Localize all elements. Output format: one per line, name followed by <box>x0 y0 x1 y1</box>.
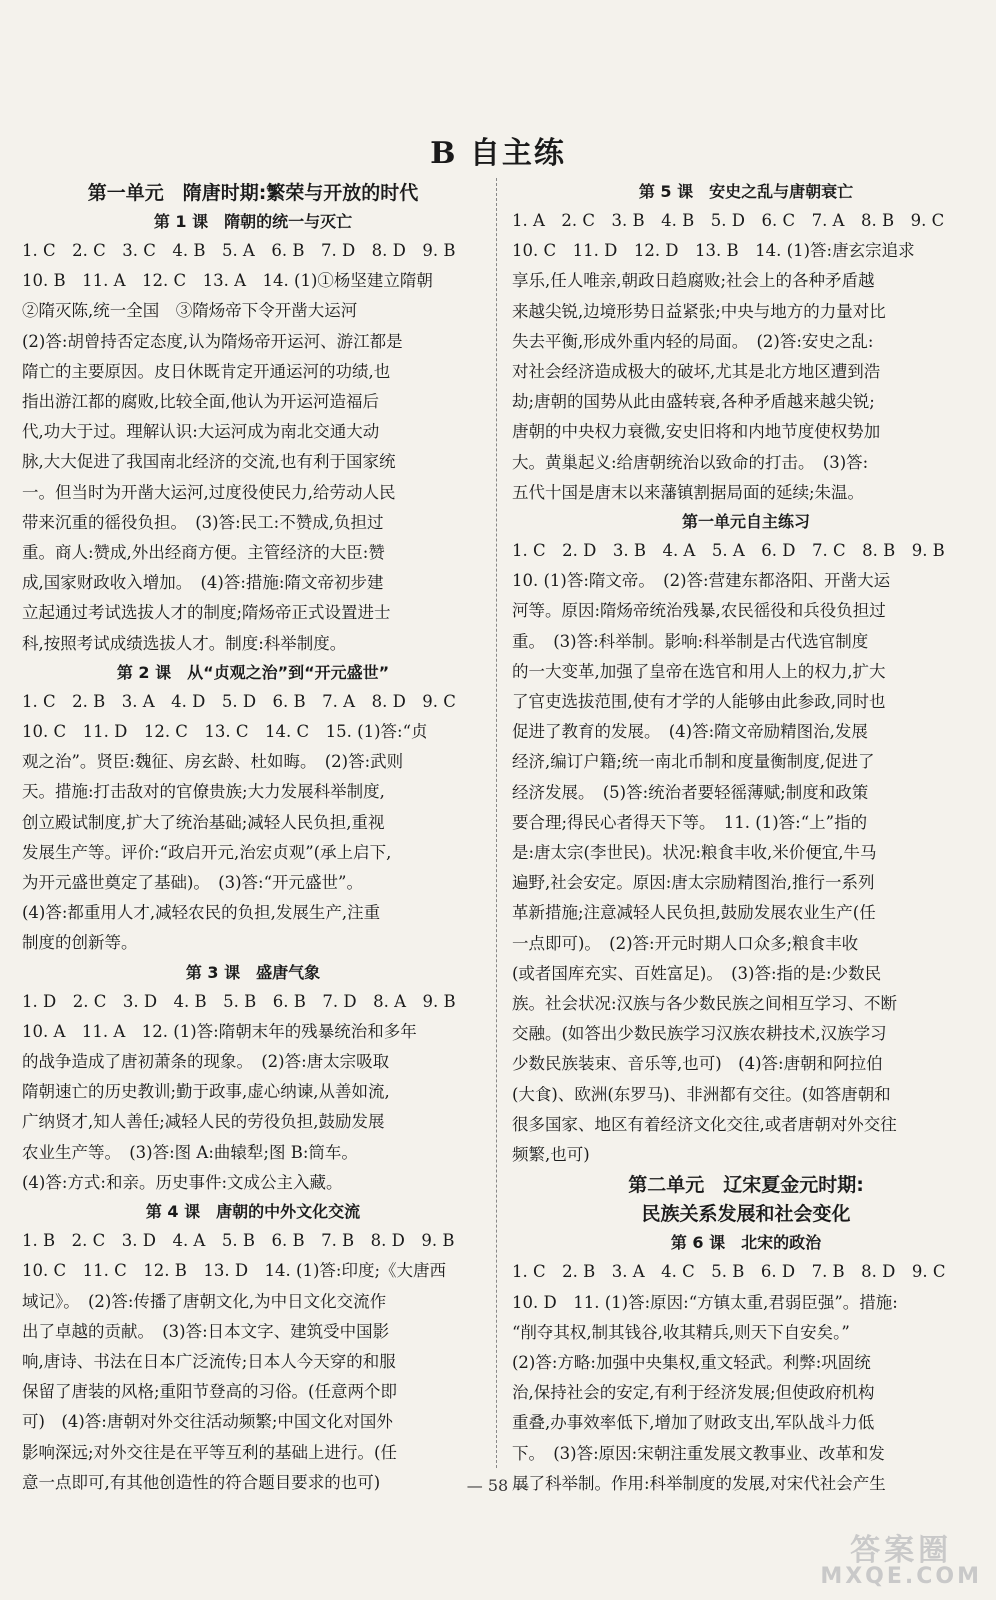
answer-line: 1. D 2. C 3. D 4. B 5. B 6. B 7. D 8. A 9. B <box>22 991 456 1011</box>
answer-line: 1. A 2. C 3. B 4. B 5. D 6. C 7. A 8. B 9. C <box>512 211 945 230</box>
answer-line: 促进了教育的发展。 (4)答:隋文帝励精图治,发展 <box>512 722 868 742</box>
answer-line: (2)答:方略:加强中央集权,重文轻武。利弊:巩固统 <box>512 1352 871 1372</box>
answer-line: 很多国家、地区有着经济文化交往,或者唐朝对外交往 <box>512 1114 897 1134</box>
answer-line: 五代十国是唐末以来藩镇割据局面的延续;朱温。 <box>512 482 865 502</box>
answer-line: 制度的创新等。 <box>22 933 138 953</box>
answer-line: “削夺其权,制其钱谷,收其精兵,则天下自安矣。” <box>512 1322 850 1342</box>
answer-line: 唐朝的中央权力衰微,安史旧将和内地节度使权势加 <box>512 422 881 442</box>
answer-line: (4)答:都重用人才,减轻农民的负担,发展生产,注重 <box>22 903 381 923</box>
answer-line: 一点即可)。 (2)答:开元时期人口众多;粮食丰收 <box>512 933 859 953</box>
answer-line: 革新措施;注意减轻人民负担,鼓励发展农业生产(任 <box>512 903 876 923</box>
answer-line: 为开元盛世奠定了基础)。 (3)答:“开元盛世”。 <box>22 873 363 893</box>
lesson-heading: 第 3 课 盛唐气象 <box>185 962 321 982</box>
lesson-heading: 第 1 课 隋朝的统一与灭亡 <box>153 212 353 231</box>
answer-line: 交融。(如答出少数民族学习汉族农耕技术,汉族学习 <box>512 1024 887 1044</box>
answer-line: 意一点即可,有其他创造性的符合题目要求的也可) <box>22 1472 381 1492</box>
answer-line: (或者国库充实、百姓富足)。 (3)答:指的是:少数民 <box>512 963 882 983</box>
watermark-top: 答案圈 <box>850 1533 953 1568</box>
unit-heading: 第二单元 辽宋夏金元时期: <box>628 1174 864 1197</box>
answer-line: 了官吏选拔范围,使有才学的人能够由此参政,同时也 <box>512 692 886 712</box>
right-column <box>512 178 980 1499</box>
answer-line: 展了科举制。作用:科举制度的发展,对宋代社会产生 <box>512 1473 886 1493</box>
answer-line: 保留了唐装的风格;重阳节登高的习俗。(任意两个即 <box>22 1382 397 1402</box>
answer-line: 10. C 11. D 12. D 13. B 14. (1)答:唐玄宗追求 <box>512 241 915 261</box>
answer-line: 遍野,社会安定。原因:唐太宗励精图治,推行一系列 <box>512 873 875 893</box>
answer-line: 天。措施:打击敌对的官僚贵族;大力发展科举制度, <box>22 782 385 802</box>
answer-line: 科,按照考试成绩选拔人才。制度:科举制度。 <box>22 633 347 653</box>
answer-line: 指出游江都的腐败,比较全面,他认为开运河造福后 <box>22 392 379 412</box>
page-number: — 58 — <box>466 1476 530 1495</box>
answer-line: 少数民族装束、音乐等,也可) (4)答:唐朝和阿拉伯 <box>512 1054 883 1074</box>
answer-line: 代,功大于过。理解认识:大运河成为南北交通大动 <box>22 422 380 442</box>
answer-line: 域记》。 (2)答:传播了唐朝文化,为中日文化交流作 <box>22 1291 387 1311</box>
lesson-heading: 第一单元自主练习 <box>681 512 810 532</box>
answer-line: 10. A 11. A 12. (1)答:隋朝末年的残暴统治和多年 <box>22 1021 417 1041</box>
answer-line: 1. C 2. B 3. A 4. D 5. D 6. B 7. A 8. D 9. C <box>22 691 456 711</box>
answer-line: 隋朝速亡的历史教训;勤于政事,虚心纳谏,从善如流, <box>22 1082 390 1102</box>
answer-line: 经济发展。 (5)答:统治者要轻徭薄赋;制度和政策 <box>512 782 869 802</box>
watermark-logo <box>820 1533 982 1589</box>
answer-line: 河等。原因:隋炀帝统治残暴,农民徭役和兵役负担过 <box>512 601 886 621</box>
answer-line: 农业生产等。 (3)答:图 A:曲辕犁;图 B:筒车。 <box>22 1142 358 1162</box>
answer-line: 是:唐太宗(李世民)。状况:粮食丰收,米价便宜,牛马 <box>512 843 877 863</box>
answer-line: (大食)、欧洲(东罗马)、非洲都有交往。(如答唐朝和 <box>512 1084 891 1104</box>
unit-heading: 民族关系发展和社会变化 <box>641 1203 851 1226</box>
answer-line: 脉,大大促进了我国南北经济的交流,也有利于国家统 <box>22 452 396 472</box>
lesson-heading: 第 5 课 安史之乱与唐朝衰亡 <box>638 182 854 201</box>
answer-line: 响,唐诗、书法在日本广泛流传;日本人今天穿的和服 <box>22 1351 396 1371</box>
answer-line: 可) (4)答:唐朝对外交往活动频繁;中国文化对国外 <box>22 1412 393 1432</box>
answer-line: 1. C 2. B 3. A 4. C 5. B 6. D 7. B 8. D 9. C <box>512 1262 946 1282</box>
answer-line: 1. B 2. C 3. D 4. A 5. B 6. B 7. B 8. D 9. B <box>22 1231 455 1251</box>
answer-line: 享乐,任人唯亲,朝政日趋腐败;社会上的各种矛盾越 <box>512 271 875 291</box>
answer-line: 失去平衡,形成外重内轻的局面。 (2)答:安史之乱: <box>512 331 874 351</box>
answer-line: 10. C 11. D 12. C 13. C 14. C 15. (1)答:“贞 <box>22 722 428 742</box>
answer-line: 影响深远;对外交往是在平等互利的基础上进行。(任 <box>22 1442 397 1462</box>
lesson-heading: 第 6 课 北宋的政治 <box>670 1233 822 1253</box>
answer-line: 带来沉重的徭役负担。 (3)答:民工:不赞成,负担过 <box>22 512 384 532</box>
watermark-bottom: MXQE.COM <box>820 1564 982 1589</box>
answer-line: 劫;唐朝的国势从此由盛转衰,各种矛盾越来越尖锐; <box>512 392 875 412</box>
answer-line: 创立殿试制度,扩大了统治基础;减轻人民负担,重视 <box>22 812 385 832</box>
answer-line: (4)答:方式:和亲。历史事件:文成公主入藏。 <box>22 1172 343 1192</box>
answer-line: 一。但当时为开凿大运河,过度役使民力,给劳动人民 <box>22 482 396 502</box>
answer-line: 来越尖锐,边境形势日益紧张;中央与地方的力量对比 <box>512 301 886 321</box>
answer-line: 隋亡的主要原因。皮日休既肯定开通运河的功绩,也 <box>22 361 391 381</box>
answer-line: ②隋灭陈,统一全国 ③隋炀帝下令开凿大运河 <box>22 301 358 321</box>
answer-line: 发展生产等。评价:“政启开元,治宏贞观”(承上启下, <box>22 842 392 862</box>
unit-heading: 第一单元 隋唐时期:繁荣与开放的时代 <box>87 182 419 204</box>
column-divider <box>496 178 497 1468</box>
answer-line: 大。黄巢起义:给唐朝统治以致命的打击。 (3)答: <box>512 452 869 472</box>
answer-line: 治,保持社会的安定,有利于经济发展;但使政府机构 <box>512 1383 875 1403</box>
answer-line: 出了卓越的贡献。 (3)答:日本文字、建筑受中国影 <box>22 1321 390 1341</box>
answer-line: (2)答:胡曾持否定态度,认为隋炀帝开运河、游江都是 <box>22 331 403 351</box>
answer-line: 广纳贤才,知人善任;减轻人民的劳役负担,鼓励发展 <box>22 1112 385 1132</box>
answer-line: 10. C 11. C 12. B 13. D 14. (1)答:印度;《大唐西 <box>22 1261 447 1281</box>
left-column <box>22 178 484 1498</box>
lesson-heading: 第 4 课 唐朝的中外文化交流 <box>145 1202 361 1222</box>
answer-line: 10. B 11. A 12. C 13. A 14. (1)①杨坚建立隋朝 <box>22 271 433 291</box>
answer-line: 10. (1)答:隋文帝。 (2)答:营建东都洛阳、开凿大运 <box>512 571 891 591</box>
answer-line: 要合理;得民心者得天下等。 11. (1)答:“上”指的 <box>512 812 868 832</box>
answer-line: 10. D 11. (1)答:原因:“方镇太重,君弱臣强”。措施: <box>512 1292 898 1312</box>
answer-line: 下。 (3)答:原因:宋朝注重发展文教事业、改革和发 <box>512 1443 885 1463</box>
answer-line: 频繁,也可) <box>512 1145 590 1165</box>
answer-line: 重。商人:赞成,外出经商方便。主管经济的大臣:赞 <box>22 543 385 563</box>
answer-line: 观之治”。贤臣:魏征、房玄龄、杜如晦。 (2)答:武则 <box>22 752 404 772</box>
answer-line: 成,国家财政收入增加。 (4)答:措施:隋文帝初步建 <box>22 573 384 593</box>
lesson-heading: 第 2 课 从“贞观之治”到“开元盛世” <box>116 662 390 682</box>
answer-line: 的一大变革,加强了皇帝在选官和用人上的权力,扩大 <box>512 661 886 681</box>
answer-line: 1. C 2. D 3. B 4. A 5. A 6. D 7. C 8. B 9. B <box>512 541 945 561</box>
answer-line: 重叠,办事效率低下,增加了财政支出,军队战斗力低 <box>512 1413 875 1433</box>
answer-line: 对社会经济造成极大的破坏,尤其是北方地区遭到浩 <box>512 362 881 382</box>
answer-line: 的战争造成了唐初萧条的现象。 (2)答:唐太宗吸取 <box>22 1052 390 1072</box>
answer-line: 立起通过考试选拔人才的制度;隋炀帝正式设置进士 <box>22 603 391 623</box>
answer-line: 经济,编订户籍;统一南北币制和度量衡制度,促进了 <box>512 752 875 772</box>
answer-line: 重。 (3)答:科举制。影响:科举制是古代选官制度 <box>512 631 869 651</box>
answer-line: 1. C 2. C 3. C 4. B 5. A 6. B 7. D 8. D 9. B <box>22 241 456 260</box>
page-title: B 自主练 <box>430 136 566 171</box>
answer-line: 族。社会状况:汉族与各少数民族之间相互学习、不断 <box>512 994 898 1014</box>
